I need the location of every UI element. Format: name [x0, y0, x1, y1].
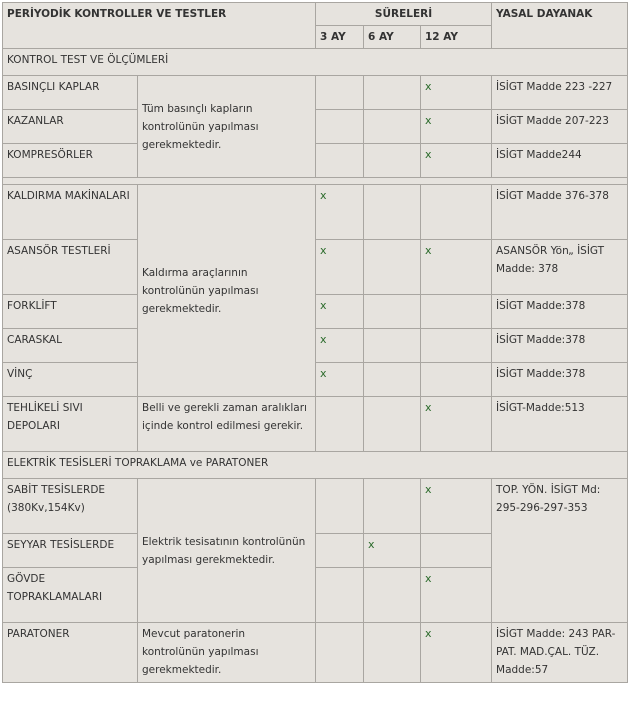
- section-title: KONTROL TEST VE ÖLÇÜMLERİ: [3, 49, 628, 76]
- table-row: [3, 623, 628, 683]
- group-divider: [3, 178, 628, 185]
- header-legal-basis: YASAL DAYANAK: [492, 3, 628, 49]
- mark-12-months: x: [421, 623, 492, 683]
- mark-3-months: [316, 534, 364, 568]
- control-name: ASANSÖR TESTLERİ: [3, 240, 138, 295]
- mark-6-months: [364, 329, 421, 363]
- legal-basis: İSİGT Madde:378: [492, 363, 628, 397]
- legal-basis: İSİGT Madde: 243 PAR-PAT. MAD.ÇAL. TÜZ. Madde:57: [492, 623, 628, 683]
- header-durations: SÜRELERİ: [316, 3, 492, 26]
- mark-12-months: x: [421, 240, 492, 295]
- mark-6-months: [364, 479, 421, 534]
- mark-12-months: [421, 329, 492, 363]
- section-title: ELEKTRİK TESİSLERİ TOPRAKLAMA ve PARATONER: [3, 452, 628, 479]
- mark-6-months: [364, 363, 421, 397]
- table-row: [3, 295, 628, 329]
- mark-12-months: x: [421, 568, 492, 623]
- mark-3-months: [316, 144, 364, 178]
- mark-3-months: [316, 397, 364, 452]
- mark-6-months: [364, 185, 421, 240]
- legal-basis: İSİGT Madde 223 -227: [492, 76, 628, 110]
- divider-cell: [3, 178, 628, 185]
- control-name: FORKLİFT: [3, 295, 138, 329]
- group-description: Kaldırma araçlarının kontrolünün yapılması gerekmektedir.: [138, 185, 316, 397]
- legal-basis: TOP. YÖN. İSİGT Md: 295-296-297-353: [492, 479, 628, 623]
- period-3-months: 3 AY: [316, 26, 364, 49]
- mark-12-months: [421, 363, 492, 397]
- control-name: CARASKAL: [3, 329, 138, 363]
- section-row: [3, 49, 628, 76]
- mark-3-months: x: [316, 329, 364, 363]
- header-title: PERİYODİK KONTROLLER VE TESTLER: [3, 3, 316, 49]
- legal-basis: ASANSÖR Yön„ İSİGT Madde: 378: [492, 240, 628, 295]
- legal-basis: İSİGT Madde 207-223: [492, 110, 628, 144]
- mark-6-months: [364, 240, 421, 295]
- mark-12-months: x: [421, 144, 492, 178]
- group-description: Mevcut paratonerin kontrolünün yapılması gerekmektedir.: [138, 623, 316, 683]
- control-name: TEHLİKELİ SIVI DEPOLARI: [3, 397, 138, 452]
- mark-3-months: x: [316, 240, 364, 295]
- control-name: KAZANLAR: [3, 110, 138, 144]
- mark-12-months: [421, 534, 492, 568]
- control-name: GÖVDE TOPRAKLAMALARI: [3, 568, 138, 623]
- mark-6-months: x: [364, 534, 421, 568]
- table-row: [3, 110, 628, 144]
- table-row: [3, 144, 628, 178]
- periodic-controls-table: [2, 2, 628, 683]
- table-row: [3, 363, 628, 397]
- control-name: SABİT TESİSLERDE (380Kv,154Kv): [3, 479, 138, 534]
- group-description: Tüm basınçlı kapların kontrolünün yapılması gerekmektedir.: [138, 76, 316, 178]
- group-description: Elektrik tesisatının kontrolünün yapılması gerekmektedir.: [138, 479, 316, 623]
- mark-6-months: [364, 397, 421, 452]
- mark-6-months: [364, 295, 421, 329]
- mark-3-months: x: [316, 185, 364, 240]
- mark-3-months: [316, 623, 364, 683]
- group-description: Belli ve gerekli zaman aralıkları içinde kontrol edilmesi gerekir.: [138, 397, 316, 452]
- legal-basis: İSİGT-Madde:513: [492, 397, 628, 452]
- control-name: KALDIRMA MAKİNALARI: [3, 185, 138, 240]
- mark-3-months: [316, 76, 364, 110]
- legal-basis: İSİGT Madde:378: [492, 329, 628, 363]
- section-row: [3, 452, 628, 479]
- legal-basis: İSİGT Madde:378: [492, 295, 628, 329]
- control-name: BASINÇLI KAPLAR: [3, 76, 138, 110]
- table-row: [3, 397, 628, 452]
- mark-3-months: x: [316, 295, 364, 329]
- legal-basis: İSİGT Madde244: [492, 144, 628, 178]
- period-12-months: 12 AY: [421, 26, 492, 49]
- mark-12-months: [421, 295, 492, 329]
- header-row: [3, 3, 628, 26]
- mark-6-months: [364, 144, 421, 178]
- mark-6-months: [364, 110, 421, 144]
- control-name: KOMPRESÖRLER: [3, 144, 138, 178]
- mark-6-months: [364, 76, 421, 110]
- control-name: PARATONER: [3, 623, 138, 683]
- control-name: VİNÇ: [3, 363, 138, 397]
- table-row: [3, 479, 628, 534]
- table-row: [3, 240, 628, 295]
- table-row: [3, 185, 628, 240]
- table-row: [3, 76, 628, 110]
- mark-6-months: [364, 623, 421, 683]
- mark-12-months: x: [421, 479, 492, 534]
- mark-12-months: x: [421, 397, 492, 452]
- mark-6-months: [364, 568, 421, 623]
- mark-3-months: x: [316, 363, 364, 397]
- mark-12-months: [421, 185, 492, 240]
- mark-3-months: [316, 479, 364, 534]
- legal-basis: İSİGT Madde 376-378: [492, 185, 628, 240]
- mark-3-months: [316, 110, 364, 144]
- mark-3-months: [316, 568, 364, 623]
- control-name: SEYYAR TESİSLERDE: [3, 534, 138, 568]
- period-6-months: 6 AY: [364, 26, 421, 49]
- mark-12-months: x: [421, 76, 492, 110]
- table-row: [3, 329, 628, 363]
- mark-12-months: x: [421, 110, 492, 144]
